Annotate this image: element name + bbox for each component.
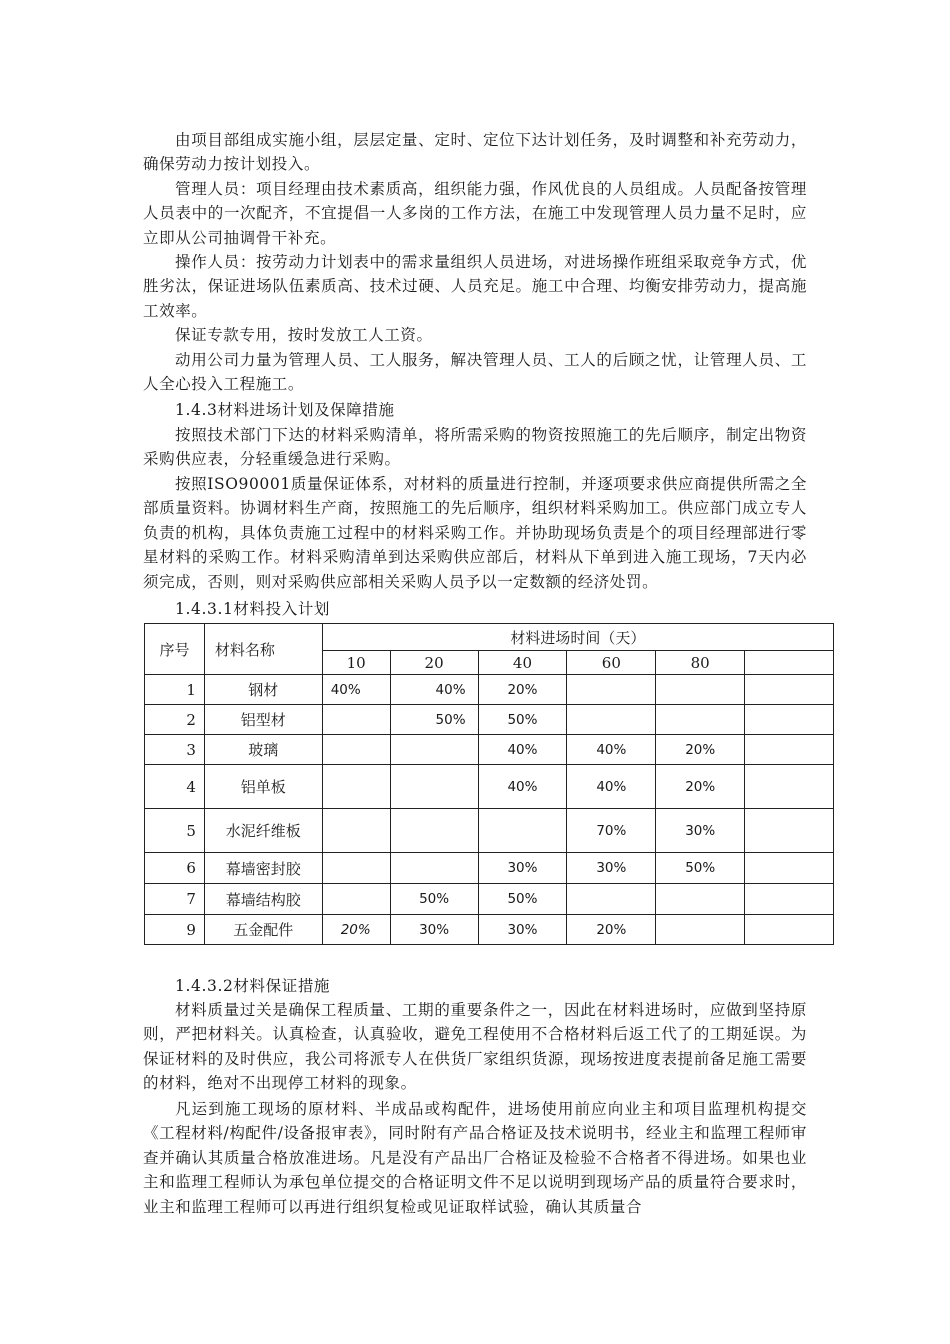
cell-empty [745, 675, 834, 705]
cell-value [390, 809, 478, 853]
paragraph: 凡运到施工现场的原材料、半成品或构配件，进场使用前应向业主和项目监理机构提交《工程材料/构配件/设备报审表》，同时附有产品合格证及技术说明书，经业主和监理工程师审查并确认其质量合格放准进场。凡是没有产品出厂合格证及检验不合格者不得进场。如果也业主和监理工程师认为承包单位提交的合格证明文件不足以说明到现场产品的质量符合要求时，业主和监理工程师可以再进行组织复检或见证取样试验，确认其质量合 [143, 1100, 807, 1216]
table-row [145, 765, 834, 809]
cell-value: 50% [478, 884, 567, 915]
header-day: 20 [390, 651, 478, 675]
cell-name: 水泥纤维板 [204, 809, 322, 853]
table-row [145, 675, 834, 705]
cell-value: 40% [567, 735, 656, 765]
cell-value: 50% [390, 705, 478, 735]
table-row [145, 853, 834, 884]
cell-value: 20% [567, 915, 656, 945]
section-heading: 1.4.3.1材料投入计划 [175, 600, 331, 618]
table-row [145, 809, 834, 853]
cell-name: 铝型材 [204, 705, 322, 735]
cell-value: 50% [478, 705, 567, 735]
cell-empty [745, 705, 834, 735]
cell-idx: 4 [145, 765, 205, 809]
cell-value [390, 853, 478, 884]
cell-name: 幕墙结构胶 [204, 884, 322, 915]
cell-value [322, 809, 390, 853]
header-day: 40 [478, 651, 567, 675]
paragraph: 动用公司力量为管理人员、工人服务，解决管理人员、工人的后顾之忧，让管理人员、工人全心投入工程施工。 [143, 351, 807, 394]
section-heading: 1.4.3.2材料保证措施 [175, 977, 331, 995]
cell-name: 幕墙密封胶 [204, 853, 322, 884]
cell-value [390, 735, 478, 765]
cell-empty [745, 915, 834, 945]
cell-idx: 3 [145, 735, 205, 765]
cell-value [656, 884, 745, 915]
cell-empty [745, 735, 834, 765]
cell-empty [745, 809, 834, 853]
cell-idx: 7 [145, 884, 205, 915]
cell-value [478, 809, 567, 853]
table-header-row [145, 624, 834, 651]
cell-value [567, 884, 656, 915]
cell-value [322, 853, 390, 884]
paragraph: 材料质量过关是确保工程质量、工期的重要条件之一，因此在材料进场时，应做到坚持原则，严把材料关。认真检查，认真验收，避免工程使用不合格材料后返工代了的工期延误。为保证材料的及时供应，我公司将派专人在供货厂家组织货源，现场按进度表提前备足施工需要的材料，绝对不出现停工材料的现象。 [143, 1001, 807, 1093]
table-row [145, 705, 834, 735]
cell-value [322, 705, 390, 735]
paragraph: 操作人员：按劳动力计划表中的需求量组织人员进场，对进场操作班组采取竞争方式，优胜劣汰，保证进场队伍素质高、技术过硬、人员充足。施工中合理、均衡安排劳动力，提高施工效率。 [143, 253, 807, 320]
cell-empty [745, 884, 834, 915]
header-time: 材料进场时间（天） [322, 624, 833, 651]
cell-idx: 5 [145, 809, 205, 853]
cell-value [656, 915, 745, 945]
cell-idx: 2 [145, 705, 205, 735]
cell-value: 40% [390, 675, 478, 705]
cell-name: 铝单板 [204, 765, 322, 809]
paragraph: 按照ISO90001质量保证体系，对材料的质量进行控制，并逐项要求供应商提供所需之全部质量资料。协调材料生产商，按照施工的先后顺序，组织材料采购加工。供应部门成立专人负责的机构，具体负责施工过程中的材料采购工作。并协助现场负责是个的项目经理部进行零星材料的采购工作。材料采购清单到达采购供应部后，材料从下单到进入施工现场，7天内必须完成，否则，则对采购供应部相关采购人员予以一定数额的经济处罚。 [143, 475, 807, 591]
cell-empty [745, 853, 834, 884]
cell-empty [745, 765, 834, 809]
cell-idx: 1 [145, 675, 205, 705]
paragraph: 由项目部组成实施小组，层层定量、定时、定位下达计划任务，及时调整和补充劳动力，确保劳动力按计划投入。 [143, 131, 807, 174]
cell-value: 30% [390, 915, 478, 945]
header-name: 材料名称 [204, 624, 322, 675]
material-plan-table [144, 623, 834, 945]
header-seq: 序号 [145, 624, 205, 675]
cell-value: 40% [567, 765, 656, 809]
cell-value [567, 675, 656, 705]
cell-value: 30% [567, 853, 656, 884]
cell-idx: 6 [145, 853, 205, 884]
paragraph: 按照技术部门下达的材料采购清单，将所需采购的物资按照施工的先后顺序，制定出物资采购供应表，分轻重缓急进行采购。 [143, 426, 807, 469]
cell-value: 30% [656, 809, 745, 853]
cell-value: 40% [478, 735, 567, 765]
cell-value [390, 765, 478, 809]
cell-value [322, 765, 390, 809]
table-row [145, 915, 834, 945]
paragraph: 保证专款专用，按时发放工人工资。 [175, 326, 433, 344]
cell-value: 70% [567, 809, 656, 853]
cell-name: 五金配件 [204, 915, 322, 945]
cell-value: 20% [656, 765, 745, 809]
header-day: 10 [322, 651, 390, 675]
cell-value [656, 705, 745, 735]
cell-value: 20% [478, 675, 567, 705]
header-day: 80 [656, 651, 745, 675]
cell-value: 50% [390, 884, 478, 915]
section-heading: 1.4.3材料进场计划及保障措施 [175, 401, 395, 419]
cell-value: 40% [478, 765, 567, 809]
table-row [145, 735, 834, 765]
cell-value: 50% [656, 853, 745, 884]
cell-value [567, 705, 656, 735]
cell-value: 30% [478, 915, 567, 945]
header-day [745, 651, 834, 675]
header-day: 60 [567, 651, 656, 675]
cell-name: 钢材 [204, 675, 322, 705]
cell-value: 20% [656, 735, 745, 765]
paragraph: 管理人员：项目经理由技术素质高，组织能力强，作风优良的人员组成。人员配备按管理人员表中的一次配齐，不宜提倡一人多岗的工作方法，在施工中发现管理人员力量不足时，应立即从公司抽调骨干补充。 [143, 180, 807, 247]
cell-value [656, 675, 745, 705]
table-row [145, 884, 834, 915]
cell-value [322, 884, 390, 915]
cell-name: 玻璃 [204, 735, 322, 765]
cell-value: 30% [478, 853, 567, 884]
cell-value: 40% [322, 675, 390, 705]
cell-value [322, 735, 390, 765]
cell-value: 20% [322, 915, 390, 945]
cell-idx: 9 [145, 915, 205, 945]
